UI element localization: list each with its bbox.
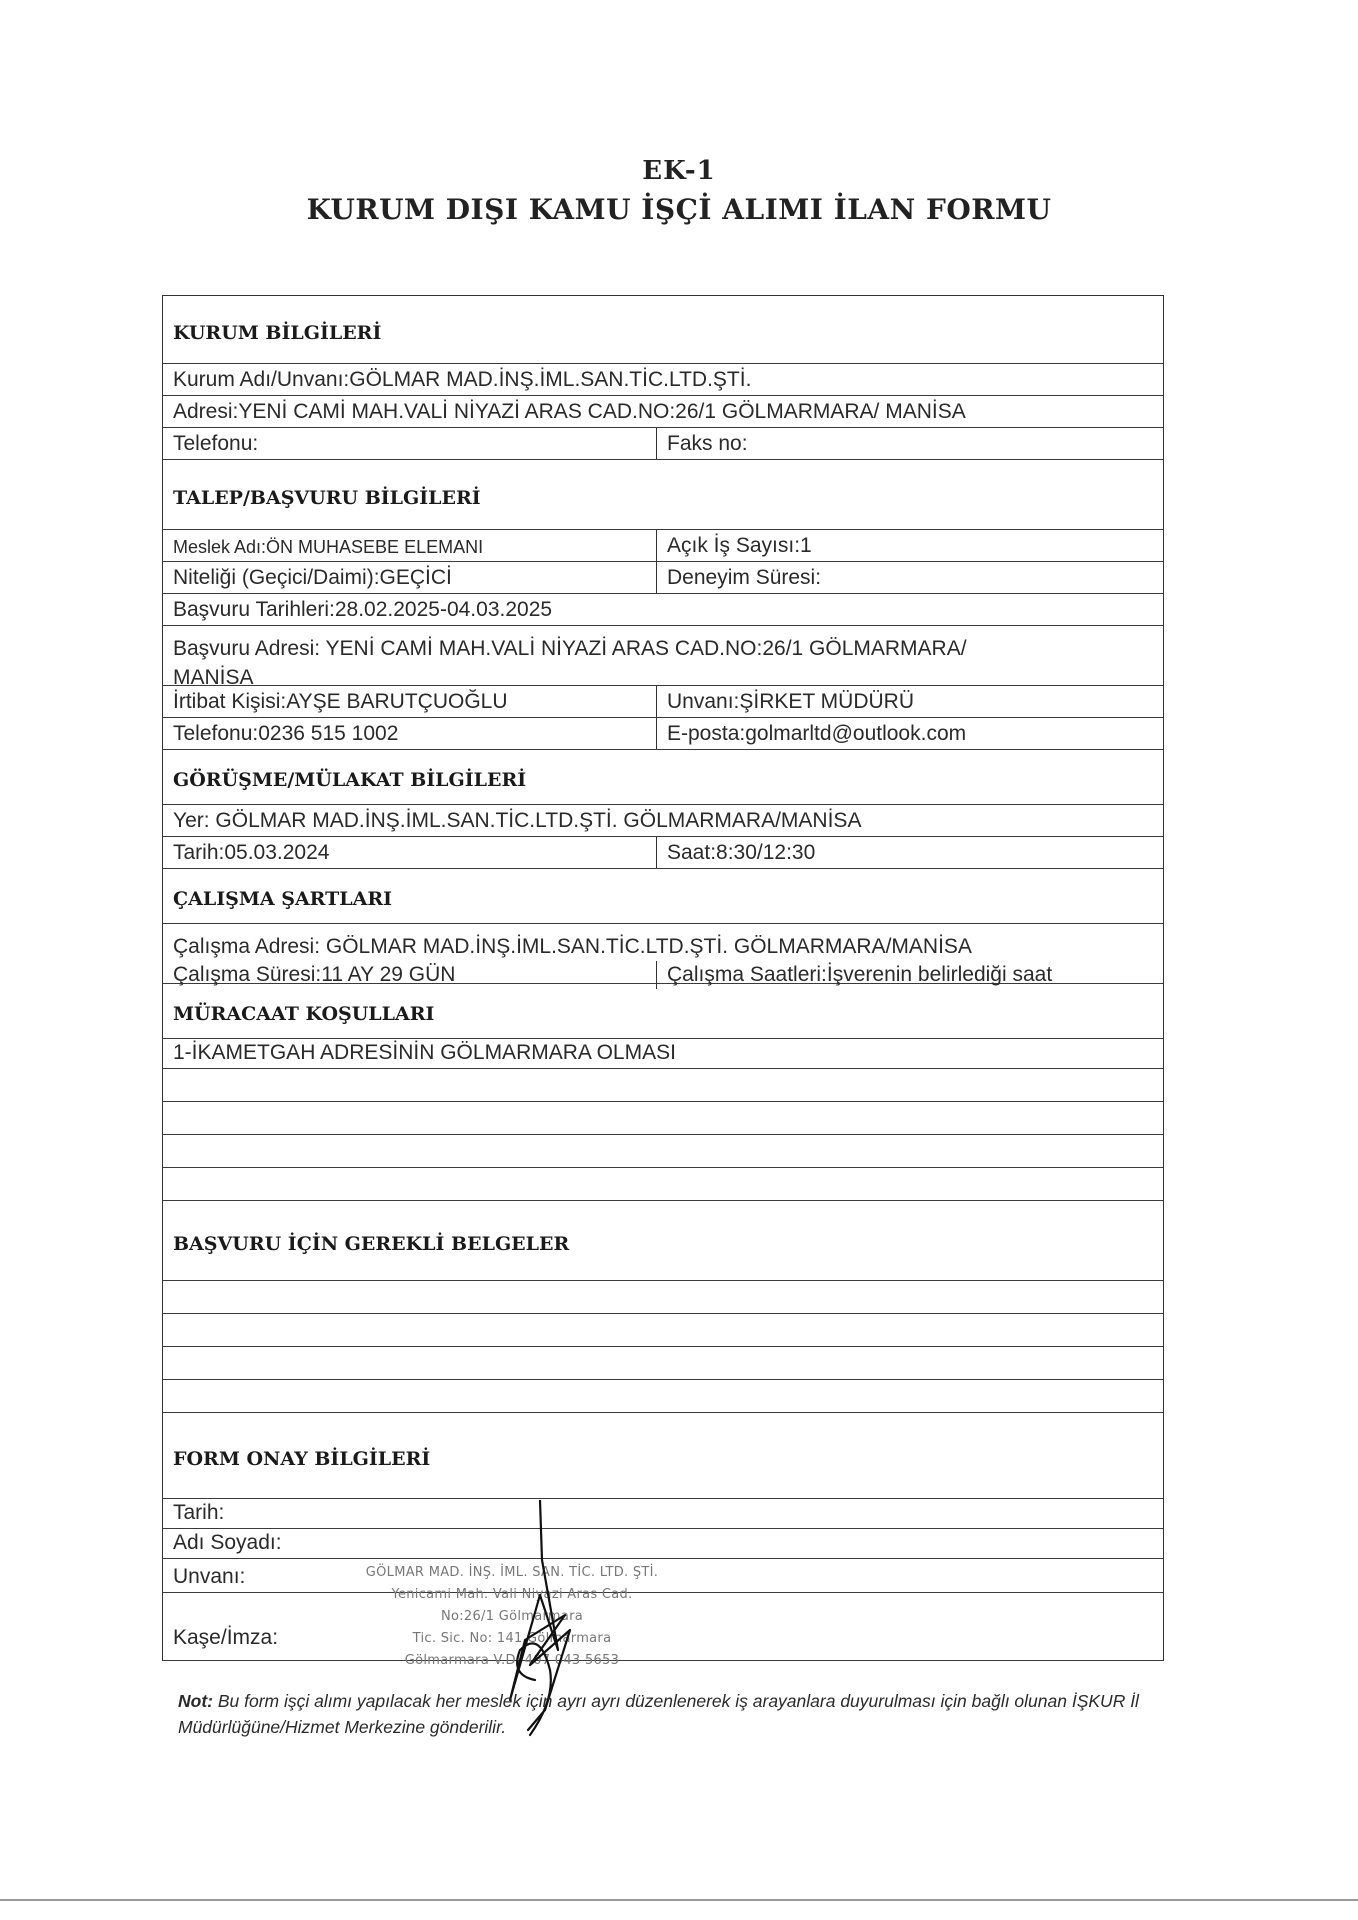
condition-item bbox=[163, 1069, 1163, 1102]
annex-label: EK-1 bbox=[642, 156, 716, 186]
contact-phone: Telefonu:0236 515 1002 bbox=[163, 718, 657, 749]
section-heading-talep: TALEP/BAŞVURU BİLGİLERİ bbox=[163, 460, 1163, 530]
interview-time: Saat:8:30/12:30 bbox=[667, 841, 816, 864]
contact-email: E-posta:golmarltd@outlook.com bbox=[667, 722, 967, 745]
approval-date-label: Tarih: bbox=[173, 1501, 225, 1524]
approval-name-row bbox=[163, 1529, 1163, 1559]
condition-item bbox=[163, 1102, 1163, 1135]
approval-title-row bbox=[163, 1559, 1163, 1593]
nature-row bbox=[163, 562, 1163, 594]
institution-name: Kurum Adı/Unvanı:GÖLMAR MAD.İNŞ.İML.SAN.TİC.LTD.ŞTİ. bbox=[173, 368, 752, 391]
phone-fax-row bbox=[163, 428, 1163, 460]
condition-item: 1-İKAMETGAH ADRESİNİN GÖLMARMARA OLMASI bbox=[163, 1039, 1163, 1069]
approval-stamp-row bbox=[163, 1593, 1163, 1661]
announcement-form bbox=[162, 295, 1164, 1661]
contact-person: İrtibat Kişisi:AYŞE BARUTÇUOĞLU bbox=[163, 686, 657, 717]
contact-phone-row bbox=[163, 718, 1163, 750]
section-heading-gorusme: GÖRÜŞME/MÜLAKAT BİLGİLERİ bbox=[163, 750, 1163, 805]
document-item bbox=[163, 1281, 1163, 1314]
experience: Deneyim Süresi: bbox=[667, 566, 822, 589]
section-heading-belgeler: BAŞVURU İÇİN GEREKLİ BELGELER bbox=[163, 1201, 1163, 1281]
institution-name-row bbox=[163, 364, 1163, 396]
institution-address-row bbox=[163, 396, 1163, 428]
section-heading-calisma: ÇALIŞMA ŞARTLARI bbox=[163, 869, 1163, 924]
application-address-line1: Başvuru Adresi: YENİ CAMİ MAH.VALİ NİYAZİ ARAS CAD.NO:26/1 GÖLMARMARA/ bbox=[173, 637, 967, 660]
work-address: Çalışma Adresi: GÖLMAR MAD.İNŞ.İML.SAN.TİC.LTD.ŞTİ. GÖLMARMARA/MANİSA bbox=[173, 935, 972, 958]
application-dates-row bbox=[163, 594, 1163, 626]
approval-date-row bbox=[163, 1499, 1163, 1529]
approval-name-label: Adı Soyadı: bbox=[173, 1531, 282, 1554]
institution-phone: Telefonu: bbox=[163, 428, 657, 459]
interview-place-row bbox=[163, 805, 1163, 837]
work-conditions-rows bbox=[163, 924, 1163, 984]
footnote bbox=[178, 1688, 1188, 1740]
contact-title: Unvanı:ŞİRKET MÜDÜRÜ bbox=[667, 690, 914, 713]
approval-title-label: Unvanı: bbox=[173, 1565, 246, 1588]
document-item bbox=[163, 1347, 1163, 1380]
approval-stamp-label: Kaşe/İmza: bbox=[173, 1626, 279, 1649]
application-dates: Başvuru Tarihleri:28.02.2025-04.03.2025 bbox=[173, 598, 553, 621]
institution-address: Adresi:YENİ CAMİ MAH.VALİ NİYAZİ ARAS CAD.NO:26/1 GÖLMARMARA/ MANİSA bbox=[173, 400, 966, 423]
note-label: Not: bbox=[178, 1691, 213, 1711]
contact-person-row bbox=[163, 686, 1163, 718]
application-address-row bbox=[163, 626, 1163, 689]
occupation-row bbox=[163, 530, 1163, 562]
condition-item bbox=[163, 1135, 1163, 1168]
occupation: Meslek Adı:ÖN MUHASEBE ELEMANI bbox=[163, 530, 657, 561]
condition-item bbox=[163, 1168, 1163, 1201]
work-duration: Çalışma Süresi:11 AY 29 GÜN bbox=[163, 961, 657, 989]
institution-fax: Faks no: bbox=[667, 432, 748, 455]
document-item bbox=[163, 1380, 1163, 1413]
open-positions: Açık İş Sayısı:1 bbox=[667, 534, 812, 557]
company-stamp: GÖLMAR MAD. İNŞ. İML. SAN. TİC. LTD. ŞTİ. Yenicami Mah. Vali Niyazi Aras Cad. No:26/1 Gölmarmara Tic. Sic. No: 141 Gölmarmara Gölmarmara V.D. 407 043 5653 bbox=[365, 1565, 659, 1668]
section-heading-onay: FORM ONAY BİLGİLERİ bbox=[163, 1413, 1163, 1499]
section-heading-muracaat: MÜRACAAT KOŞULLARI bbox=[163, 984, 1163, 1039]
interview-date: Tarih:05.03.2024 bbox=[163, 837, 657, 868]
form-title: KURUM DIŞI KAMU İŞÇİ ALIMI İLAN FORMU bbox=[306, 193, 1052, 226]
note-text: Bu form işçi alımı yapılacak her meslek için ayrı ayrı düzenlenerek iş arayanlara duyurulması için bağlı olunan İŞKUR İl Müdürlüğüne/Hizmet Merkezine gönderilir. bbox=[178, 1691, 1139, 1737]
work-hours: Çalışma Saatleri:İşverenin belirlediği saat bbox=[667, 963, 1053, 986]
document-item bbox=[163, 1314, 1163, 1347]
page-bottom-rule bbox=[0, 1899, 1358, 1901]
interview-place: Yer: GÖLMAR MAD.İNŞ.İML.SAN.TİC.LTD.ŞTİ. GÖLMARMARA/MANİSA bbox=[173, 809, 862, 832]
interview-datetime-row bbox=[163, 837, 1163, 869]
application-address-line2: MANİSA bbox=[173, 666, 254, 689]
job-nature: Niteliği (Geçici/Daimi):GEÇİCİ bbox=[163, 562, 657, 593]
section-heading-kurum: KURUM BİLGİLERİ bbox=[163, 296, 1163, 364]
